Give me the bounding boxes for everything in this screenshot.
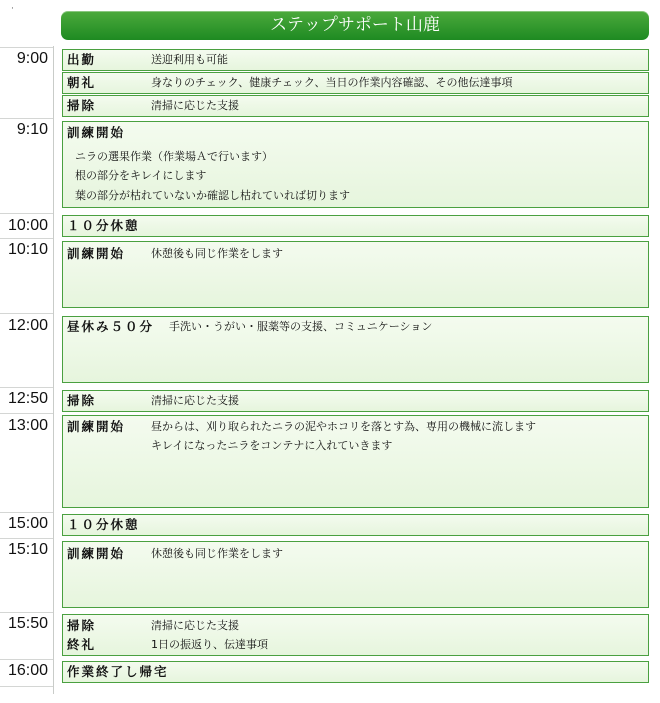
time-label: 13:00 (7, 417, 48, 434)
row-separator (0, 686, 53, 687)
item-description: 清掃に応じた支援 (151, 99, 239, 112)
item-label: 訓練開始 (67, 246, 126, 261)
timeline-divider (53, 46, 54, 694)
item-label: １０分休憩 (67, 218, 140, 233)
time-label: 9:00 (16, 50, 48, 67)
schedule-item-break (62, 514, 649, 536)
time-label: 12:50 (7, 390, 48, 407)
item-description-line: ニラの選果作業（作業場Ａで行います） (75, 150, 273, 163)
schedule-item-arrival (62, 49, 649, 71)
schedule-item-training-start (62, 121, 649, 208)
item-description: キレイになったニラをコンテナに入れていきます (151, 439, 393, 452)
row-separator (0, 512, 53, 513)
row-separator (0, 659, 53, 660)
item-label: 出勤 (67, 52, 97, 67)
row-separator (0, 213, 53, 214)
time-label: 9:10 (16, 121, 48, 138)
page-title: ステップサポート山鹿 (61, 11, 649, 40)
item-label: 昼休み５０分 (67, 319, 155, 334)
item-description: 休憩後も同じ作業をします (151, 547, 283, 560)
time-label: 15:10 (7, 541, 48, 558)
item-description-line: 根の部分をキレイにします (75, 169, 207, 182)
item-description: 休憩後も同じ作業をします (151, 247, 283, 260)
row-separator (0, 238, 53, 239)
row-separator (0, 538, 53, 539)
time-label: 15:50 (7, 615, 48, 632)
item-description-line: 葉の部分が枯れていないか確認し枯れていれば切ります (75, 189, 350, 202)
row-separator (0, 413, 53, 414)
row-separator (0, 387, 53, 388)
item-label: 訓練開始 (67, 546, 126, 561)
item-label: 訓練開始 (67, 419, 126, 434)
time-label: 10:00 (7, 217, 48, 234)
item-label: 訓練開始 (67, 125, 126, 140)
schedule-item-training-start (62, 415, 649, 508)
schedule-item-cleaning (62, 95, 649, 117)
time-label: 16:00 (7, 662, 48, 679)
row-separator (0, 118, 53, 119)
item-label: 終礼 (67, 637, 97, 652)
row-separator (0, 612, 53, 613)
item-description: 1日の振返り、伝達事項 (151, 638, 268, 651)
schedule-item-training-start (62, 541, 649, 608)
item-description: 送迎利用も可能 (151, 53, 228, 66)
schedule-item-training-start (62, 241, 649, 308)
item-label: 掃除 (67, 98, 97, 113)
schedule-item-end (62, 661, 649, 683)
schedule-item-cleaning (62, 390, 649, 412)
item-description: 手洗い・うがい・服薬等の支援、コミュニケーション (169, 320, 433, 333)
item-label: 掃除 (67, 393, 97, 408)
row-separator (0, 47, 53, 48)
corner-mark: · (11, 4, 14, 14)
schedule-item-morning-meeting (62, 72, 649, 94)
time-label: 10:10 (7, 241, 48, 258)
item-label: 朝礼 (67, 75, 97, 90)
item-label: 作業終了し帰宅 (67, 664, 169, 679)
item-description: 昼からは、刈り取られたニラの泥やホコリを落とす為、専用の機械に流します (151, 420, 536, 433)
item-description: 清掃に応じた支援 (151, 619, 239, 632)
schedule-item-cleaning-and-closing (62, 614, 649, 656)
row-separator (0, 313, 53, 314)
time-label: 12:00 (7, 317, 48, 334)
item-description: 身なりのチェック、健康チェック、当日の作業内容確認、その他伝達事項 (151, 76, 513, 89)
item-label: 掃除 (67, 618, 97, 633)
schedule-item-lunch-break (62, 316, 649, 383)
item-description: 清掃に応じた支援 (151, 394, 239, 407)
time-label: 15:00 (7, 515, 48, 532)
item-label: １０分休憩 (67, 517, 140, 532)
schedule-item-break (62, 215, 649, 237)
